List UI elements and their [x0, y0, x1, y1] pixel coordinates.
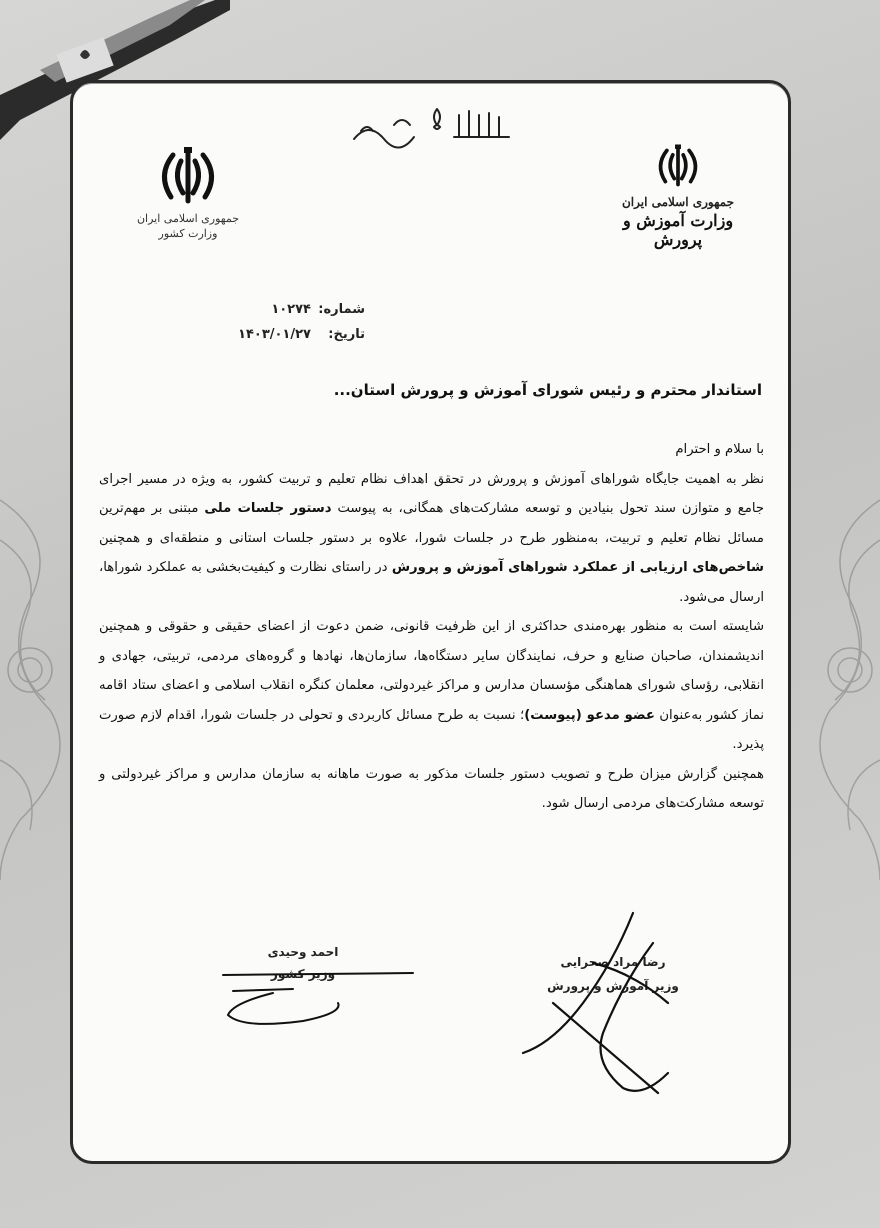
interior-ministry-emblem — [128, 145, 248, 241]
paragraph-1-bold-b: شاخص‌های ارزیابی از عملکرد شوراهای آموزش و پرورش — [391, 560, 764, 575]
signatory-name: احمد وحیدی — [267, 945, 339, 959]
signatory-name: رضا مراد صحرایی — [560, 955, 666, 969]
education-ministry-emblem — [598, 143, 758, 249]
paragraph-2-text-b: ؛ نسبت به طرح مسائل کاربردی و تحولی در جلسات شورا، اقدام لازم صورت پذیرد. — [99, 707, 764, 752]
right-arabesque-ornament — [790, 460, 880, 880]
paragraph-1-bold-a: دستور جلسات ملی — [204, 501, 332, 516]
paragraph-1-text-b: مبتنی بر مهم‌ترین مسائل نظام تعلیم و تربیت، به‌منظور طرح در جلسات شورا، علاوه بر دستور جلسات استانی و منطقه‌ای و همچنین — [99, 501, 764, 546]
signature-block-interior-minister — [203, 945, 403, 981]
number-label: شماره: — [318, 302, 365, 317]
paragraph-1 — [99, 465, 764, 613]
emblem-caption-country: جمهوری اسلامی ایران — [621, 195, 735, 209]
letter-body — [99, 435, 764, 819]
date-value: ۱۴۰۳/۰۱/۲۷ — [238, 327, 311, 342]
basmala-calligraphy — [349, 101, 519, 151]
paragraph-2-text-a: شایسته است به منظور بهره‌مندی حداکثری از این ظرفیت قانونی، ضمن دعوت از اعضای حقیقی و حقوقی و همچنین اندیشمندان، صاحبان صنایع و حرف، نمایندگان سایر دستگاه‌ها، سازمان‌ها، نهادها و گروه‌های مردمی، تربیتی، جهادی و انقلابی، رؤسای شورای هماهنگی مؤسسان مدارس و مراکز غیردولتی، معلمان کنگره انقلاب اسلامی و اعضای ستاد اقامه نماز کشور به‌عنوان — [99, 619, 764, 723]
paragraph-2 — [99, 612, 764, 760]
letter-page — [70, 80, 791, 1164]
date-label: تاریخ: — [328, 327, 365, 342]
emblem-caption-country: جمهوری اسلامی ایران — [136, 212, 240, 225]
letter-date-row — [165, 322, 365, 347]
number-value: ۱۰۲۷۴ — [271, 302, 311, 317]
paragraph-3: همچنین گزارش میزان طرح و تصویب دستور جلسات مذکور به صورت ماهانه به سازمان مدارس و مراکز غیردولتی و توسعه مشارکت‌های مردمی ارسال شود. — [99, 766, 764, 811]
signature-block-education-minister — [513, 955, 713, 993]
paragraph-1-text-a: نظر به اهمیت جایگاه شوراهای آموزش و پرورش در تحقق اهداف نظام تعلیم و تربیت کشور، به ویژه در مسیر اجرای جامع و متوازن سند تحول بنیادین و توسعه مشارکت‌های همگانی، به پیوست — [99, 471, 764, 516]
greeting: با سلام و احترام — [675, 442, 764, 457]
emblem-caption-ministry: وزارت آموزش و پرورش — [622, 211, 734, 249]
letter-number-row — [165, 297, 365, 322]
iran-emblem-icon — [652, 143, 704, 189]
paragraph-1-text-c: در راستای نظارت و کیفیت‌بخشی به عملکرد شوراها، ارسال می‌شود. — [99, 560, 764, 605]
iran-emblem-icon — [153, 145, 223, 207]
paragraph-2-bold: عضو مدعو (پیوست) — [524, 707, 655, 723]
signatory-title: وزیر کشور — [270, 967, 336, 981]
addressee-heading: استاندار محترم و رئیس شورای آموزش و پرورش استان... — [333, 381, 762, 399]
emblem-caption-ministry: وزارت کشور — [158, 227, 218, 240]
letter-reference-block — [165, 297, 365, 347]
signatory-title: وزیر آموزش و پرورش — [547, 979, 679, 993]
handwritten-signature-right — [493, 903, 693, 1103]
